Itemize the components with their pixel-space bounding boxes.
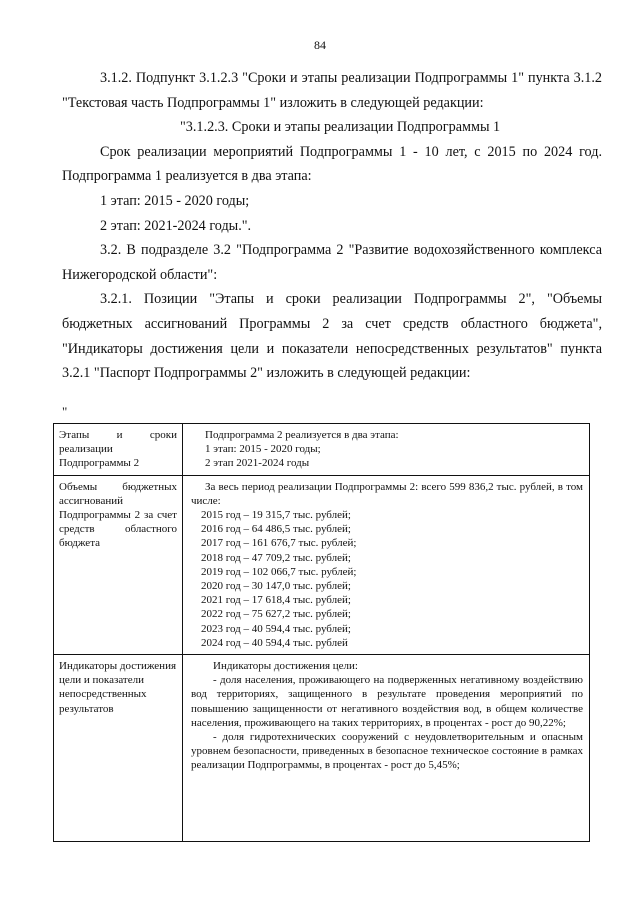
paragraph-heading-3-1-2-3: "3.1.2.3. Сроки и этапы реализации Подпрограммы 1 [180, 119, 501, 136]
table-row [54, 475, 590, 654]
paragraph-3-2-1: 3.2.1. Позиции "Этапы и сроки реализации Подпрограммы 2", "Объемы бюджетных ассигнований Программы 2 за счет средств областного бюджета", "Индикаторы достижения цели и показатели непосредственных результатов" пункта 3.2.1 "Паспорт Подпрограммы 2" изложить в следующей редакции: [62, 291, 602, 382]
stages-line: 2 этап 2021-2024 годы [205, 457, 310, 470]
budget-year-line: 2017 год – 161 676,7 тыс. рублей; [201, 537, 357, 550]
budget-year-line: 2018 год – 47 709,2 тыс. рублей; [201, 551, 351, 564]
budget-year-line: 2023 год – 40 594,4 тыс. рублей; [201, 622, 351, 635]
budget-year-line: 2019 год – 102 066,7 тыс. рублей; [201, 565, 357, 578]
stages-line: Подпрограмма 2 реализуется в два этапа: [205, 429, 399, 441]
budget-intro: За весь период реализации Подпрограммы 2: всего 599 836,2 тыс. рублей, в том числе: [191, 480, 583, 507]
stages-line: 1 этап: 2015 - 2020 годы; [205, 443, 321, 456]
page-number: 84 [314, 38, 326, 52]
paragraph-stage-1: 1 этап: 2015 - 2020 годы; [100, 192, 250, 209]
indicators-heading: Индикаторы достижения цели: [213, 660, 358, 673]
row-value-stages [183, 424, 590, 476]
budget-year-line: 2021 год – 17 618,4 тыс. рублей; [201, 594, 351, 607]
budget-year-line: 2015 год – 19 315,7 тыс. рублей; [201, 509, 351, 522]
row-label-indicators: Индикаторы достижения цели и показатели непосредственных результатов [54, 655, 183, 842]
passport-table [53, 423, 590, 842]
budget-year-line: 2020 год – 30 147,0 тыс. рублей; [201, 580, 351, 593]
indicator-item: - доля гидротехнических сооружений с неудовлетворительным и опасным уровнем безопасности, приведенных в безопасное техническое состояние в рамках реализации Подпрограммы, в процентах - рост до 5,45%; [191, 731, 583, 772]
paragraph-term: Срок реализации мероприятий Подпрограммы 1 - 10 лет, с 2015 по 2024 год. Подпрограмма 1 реализуется в два этапа: [62, 143, 602, 185]
opening-quote: " [62, 404, 68, 419]
paragraph-stage-2: 2 этап: 2021-2024 годы.". [100, 217, 252, 234]
table-row [54, 655, 590, 842]
body-text [62, 66, 602, 386]
budget-year-line: 2024 год – 40 594,4 тыс. рублей [201, 636, 348, 649]
row-value-indicators [183, 655, 590, 842]
row-label-budget: Объемы бюджетных ассигнований Подпрограммы 2 за счет средств областного бюджета [54, 475, 183, 654]
budget-year-line: 2022 год – 75 627,2 тыс. рублей; [201, 608, 351, 621]
budget-year-line: 2016 год – 64 486,5 тыс. рублей; [201, 523, 351, 536]
row-label-stages: Этапы и сроки реализации Подпрограммы 2 [54, 424, 183, 476]
indicator-item: - доля населения, проживающего на подверженных негативному воздействию вод территориях, защищенного в результате проведения мероприятий по повышению защищенности от негативного воздействия вод, в общем количестве населения, проживающего на таких территориях, в процентах - рост до 90,22%; [191, 674, 583, 729]
paragraph-3-2: 3.2. В подразделе 3.2 "Подпрограмма 2 "Развитие водохозяйственного комплекса Нижегородской области": [62, 242, 602, 283]
row-value-budget [183, 475, 590, 654]
table-row [54, 424, 590, 476]
paragraph-3-1-2: 3.1.2. Подпункт 3.1.2.3 "Сроки и этапы реализации Подпрограммы 1" пункта 3.1.2 "Текстовая часть Подпрограммы 1" изложить в следующей редакции: [62, 70, 602, 111]
